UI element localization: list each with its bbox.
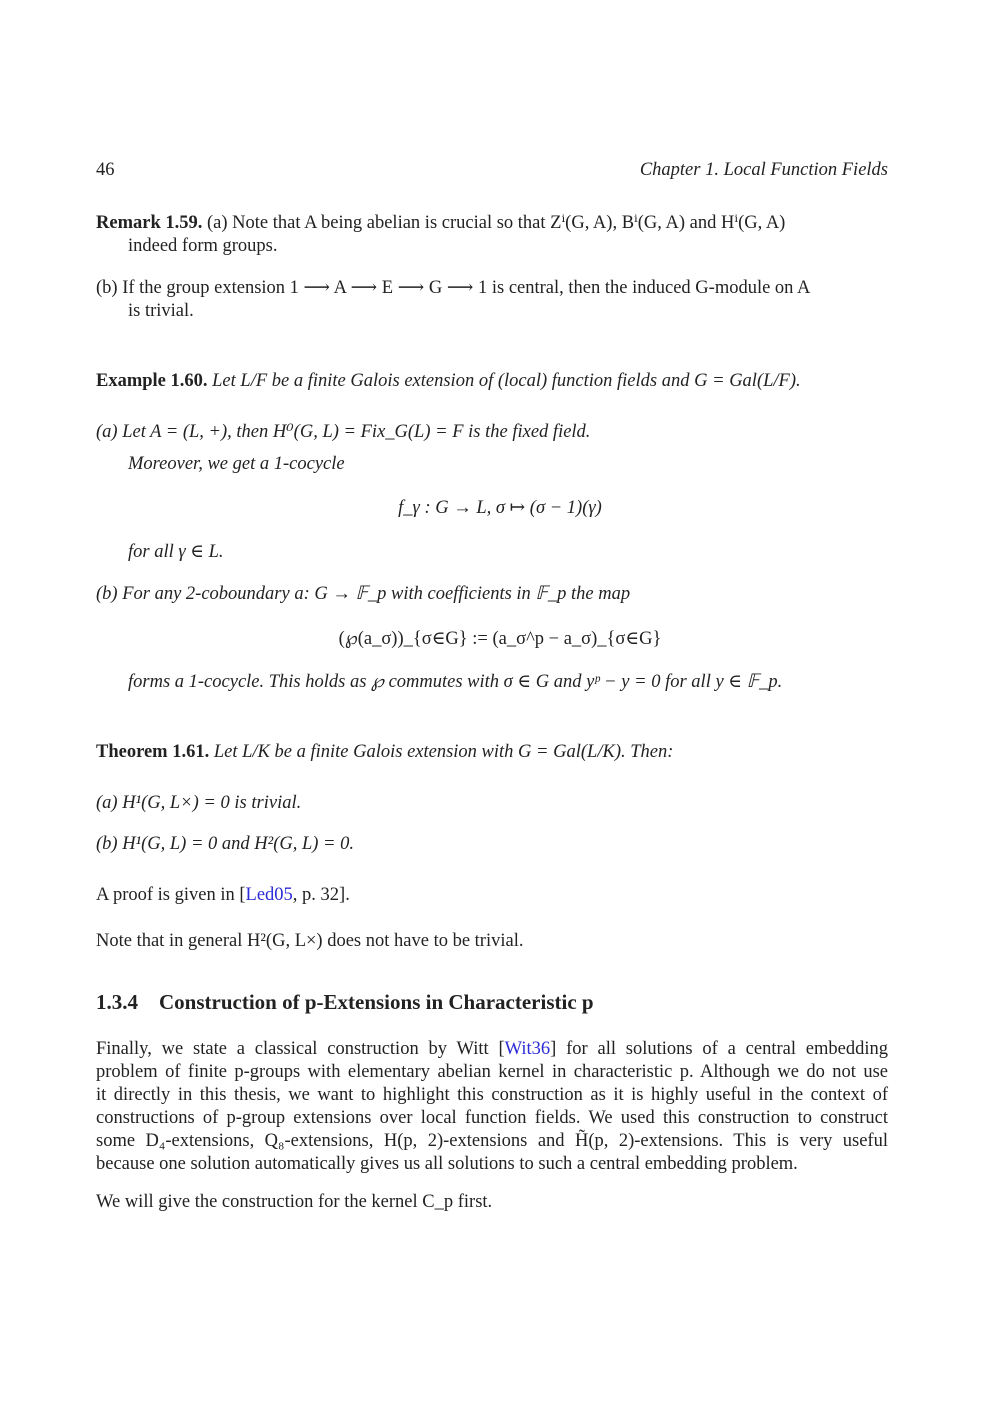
example-a-more: Moreover, we get a 1-cocycle (128, 454, 345, 474)
paragraph-line-1 (96, 1038, 888, 1061)
theorem-b-line: (b) H¹(G, L) = 0 and H²(G, L) = 0. (96, 834, 355, 854)
theorem-label: Theorem 1.61. (96, 742, 210, 762)
remark-a-line (96, 212, 888, 235)
proof-before: A proof is given in [ (96, 885, 246, 905)
theorem-a-line: (a) H¹(G, L×) = 0 is trivial. (96, 793, 302, 813)
para-l1-after: ] for all solutions of a central embedding (550, 1039, 888, 1059)
proof-after: , p. 32]. (292, 885, 350, 905)
example-b-forms: forms a 1-cocycle. This holds as ℘ commutes with σ ∈ G and yᵖ − y = 0 for all y ∈ 𝔽_p. (128, 672, 783, 692)
remark-label: Remark 1.59. (96, 213, 203, 233)
theorem-intro: Let L/K be a finite Galois extension with G = Gal(L/K). Then: (213, 742, 674, 762)
paragraph-line-5: some D₄-extensions, Q₈-extensions, H(p, 2)-extensions and H̃(p, 2)-extensions. This is very useful (96, 1131, 888, 1151)
citation-wit36-link[interactable]: Wit36 (504, 1039, 551, 1059)
section-number: 1.3.4 (96, 990, 138, 1014)
remark-a-text: (a) Note that A being abelian is crucial so that Zⁱ(G, A), Bⁱ(G, A) and Hⁱ(G, A) (206, 213, 786, 233)
note-line: Note that in general H²(G, L×) does not have to be trivial. (96, 931, 524, 951)
paragraph-line-6: because one solution automatically gives us all solutions to such a central embedding problem. (96, 1154, 798, 1174)
paragraph-line-3: it directly in this thesis, we want to highlight this construction as it is highly useful in the context of (96, 1085, 888, 1105)
remark-b-cont: is trivial. (128, 301, 194, 321)
example-intro: Let L/F be a finite Galois extension of (local) function fields and G = Gal(L/F). (212, 371, 801, 391)
section-heading (96, 991, 888, 1014)
running-title: Chapter 1. Local Function Fields (639, 160, 888, 180)
final-line: We will give the construction for the kernel C_p first. (96, 1192, 493, 1212)
example-b-formula: (℘(a_σ))_{σ∈G} := (a_σ^p − a_σ)_{σ∈G} (338, 629, 662, 649)
remark-a-cont: indeed form groups. (128, 236, 278, 256)
section-title: Construction of p-Extensions in Characteristic p (159, 990, 594, 1014)
example-a-formula: f_γ : G → L, σ ↦ (σ − 1)(γ) (398, 498, 602, 518)
citation-led05-link[interactable]: Led05 (245, 885, 293, 905)
example-b-line: (b) For any 2-coboundary a: G → 𝔽_p with coefficients in 𝔽_p the map (96, 584, 631, 604)
example-heading (96, 370, 888, 393)
example-a-line: (a) Let A = (L, +), then H⁰(G, L) = Fix_G(L) = F is the fixed field. (96, 422, 591, 442)
paragraph-line-2: problem of finite p-groups with elementary abelian kernel in characteristic p. Although we do not use (96, 1062, 888, 1082)
example-a-forall: for all γ ∈ L. (128, 542, 224, 562)
paragraph-line-4: constructions of p-group extensions over local function fields. We used this construction to construct (96, 1108, 888, 1128)
example-label: Example 1.60. (96, 371, 208, 391)
para-l1-before: Finally, we state a classical construction by Witt [ (96, 1039, 505, 1059)
remark-b-text: (b) If the group extension 1 ⟶ A ⟶ E ⟶ G ⟶ 1 is central, then the induced G-module on A (96, 278, 811, 298)
page-number: 46 (96, 160, 115, 180)
proof-line (96, 884, 888, 907)
theorem-heading (96, 741, 888, 764)
